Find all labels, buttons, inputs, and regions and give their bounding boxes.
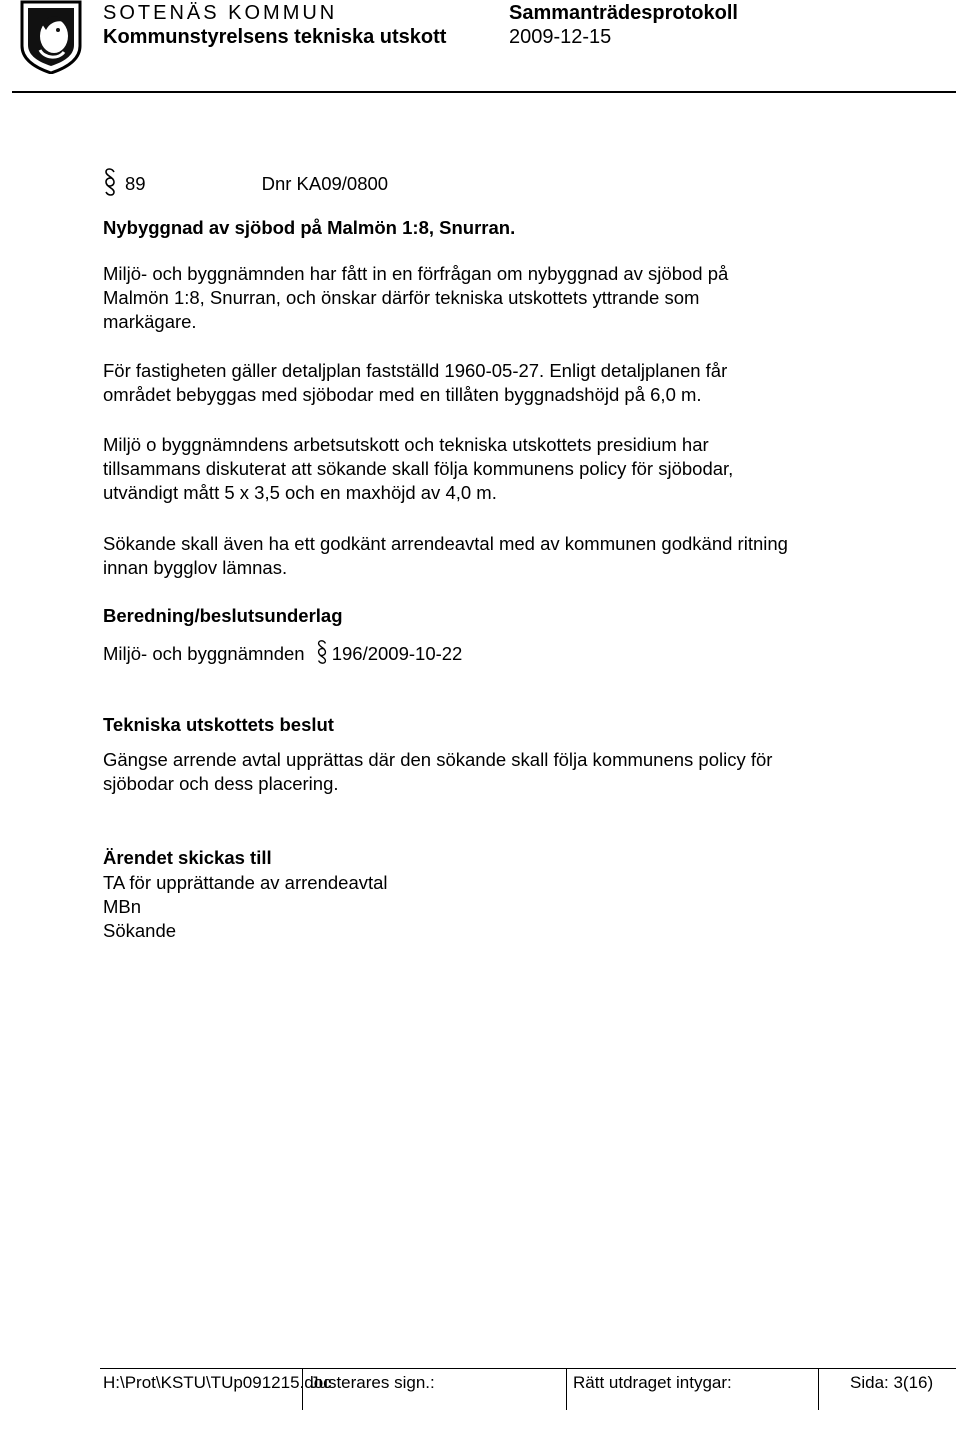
text-line: innan bygglov lämnas. [103, 557, 288, 578]
text-line: Miljö o byggnämndens arbetsutskott och tekniska utskottets presidium har [103, 434, 709, 455]
text-line: sjöbodar och dess placering. [103, 773, 339, 794]
paragraph-detaljplan [103, 359, 933, 407]
section-sign-icon [103, 168, 119, 202]
footer-column-divider [566, 1368, 567, 1410]
municipality-logo [18, 0, 84, 74]
footer-utdrag: Rätt utdraget intygar: [573, 1373, 732, 1392]
beslut-text [103, 748, 933, 796]
text-line: Malmön 1:8, Snurran, och önskar därför tekniska utskottets yttrande som [103, 287, 700, 308]
text-line: markägare. [103, 311, 197, 332]
section-sign-icon [316, 640, 328, 670]
case-title: Nybyggnad av sjöbod på Malmön 1:8, Snurran. [103, 217, 516, 238]
paragraph-policy [103, 433, 933, 505]
text-line: utvändigt mått 5 x 3,5 och en maxhöjd av 4,0 m. [103, 482, 497, 503]
text-line: tillsammans diskuterat att sökande skall följa kommunens policy för sjöbodar, [103, 458, 734, 479]
list-item: Sökande [103, 920, 177, 941]
header-divider [12, 91, 956, 93]
list-item: MBn [103, 896, 142, 917]
text-line: området bebyggas med sjöbodar med en tillåten byggnadshöjd på 6,0 m. [103, 384, 702, 405]
paragraph-request [103, 262, 933, 334]
footer-column-divider [818, 1368, 819, 1410]
text-line: Sökande skall även ha ett godkänt arrendeavtal med av kommunen godkänd ritning [103, 533, 788, 554]
beslut-heading: Tekniska utskottets beslut [103, 714, 334, 735]
recipients-heading: Ärendet skickas till [103, 847, 272, 868]
recipients-list [103, 871, 933, 943]
text-line: Gängse arrende avtal upprättas där den sökande skall följa kommunens policy för [103, 749, 773, 770]
list-item: TA för upprättande av arrendeavtal [103, 872, 388, 893]
footer-divider [100, 1368, 956, 1369]
beredning-reference: 196/2009-10-22 [331, 642, 463, 664]
text-line: För fastigheten gäller detaljplan fastställd 1960-05-27. Enligt detaljplanen får [103, 360, 728, 381]
beredning-heading: Beredning/beslutsunderlag [103, 605, 343, 626]
case-number-line [103, 168, 933, 202]
document-type: Sammanträdesprotokoll [509, 2, 738, 24]
paragraph-arrendeavtal [103, 532, 933, 580]
section-number: 89 [125, 172, 146, 194]
beredning-item [103, 640, 933, 670]
organization-name: SOTENÄS KOMMUN [103, 2, 338, 24]
dnr: Dnr KA09/0800 [261, 172, 389, 194]
committee-name: Kommunstyrelsens tekniska utskott [103, 26, 447, 48]
text-line: Miljö- och byggnämnden har fått in en förfrågan om nybyggnad av sjöbod på [103, 263, 729, 284]
meeting-date: 2009-12-15 [509, 26, 612, 48]
footer-justeras: Justerares sign.: [310, 1373, 435, 1392]
beredning-body: Miljö- och byggnämnden [103, 642, 305, 664]
footer-file-path: H:\Prot\KSTU\TUp091215.doc [103, 1373, 332, 1392]
footer-page-number: Sida: 3(16) [850, 1373, 934, 1392]
